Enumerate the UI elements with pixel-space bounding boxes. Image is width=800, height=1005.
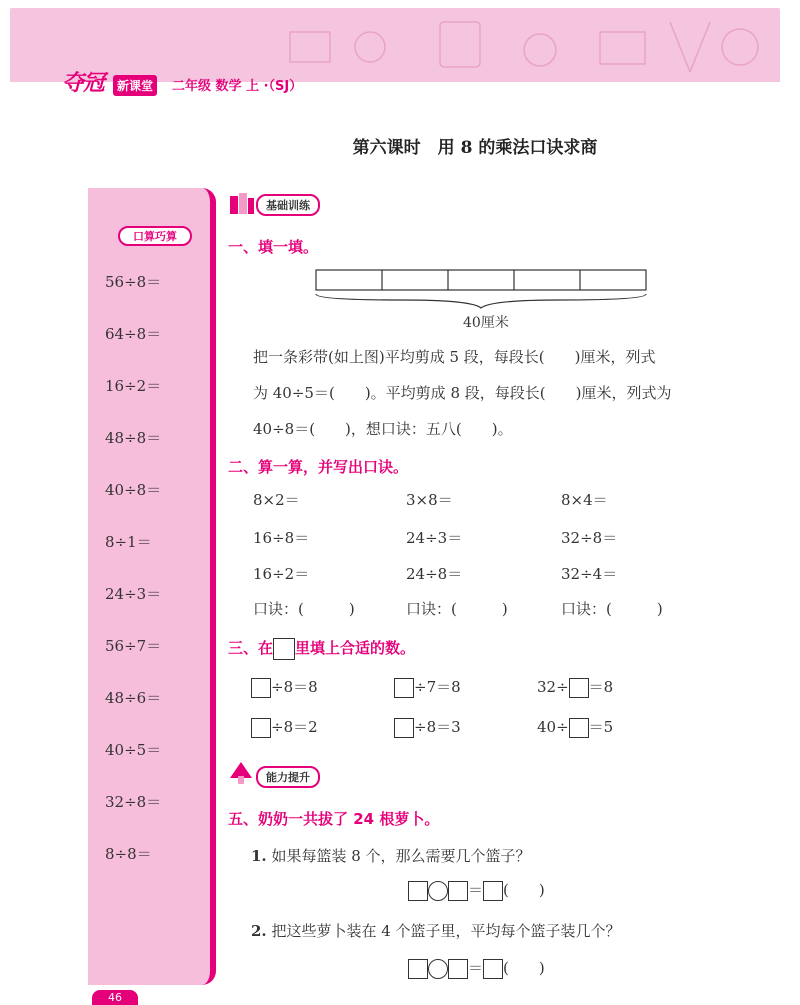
sidebar-problem: 8÷1＝ — [105, 533, 152, 551]
q3-equation — [537, 716, 613, 738]
sidebar-problem: 48÷8＝ — [105, 429, 162, 447]
q3-equation-text: ÷7＝8 — [414, 678, 461, 696]
answer-box[interactable] — [394, 718, 414, 738]
q2-item: 32÷4＝ — [561, 565, 618, 583]
answer-box[interactable] — [569, 678, 589, 698]
answer-box[interactable] — [448, 959, 468, 979]
q2-mnemonic: 口诀：( ) — [561, 600, 663, 618]
sidebar-problem: 24÷3＝ — [105, 585, 162, 603]
q2-mnemonic: 口诀：( ) — [406, 600, 508, 618]
answer-box[interactable] — [273, 638, 295, 660]
q1-line: 把一条彩带(如上图)平均剪成 5 段，每段长( )厘米，列式 — [253, 348, 656, 366]
q1-line: 40÷8＝( )，想口诀：五八( )。 — [253, 420, 513, 438]
operator-circle[interactable] — [428, 959, 448, 979]
q3-equation-text: ＝5 — [588, 718, 614, 736]
ribbon-length-label: 40厘米 — [463, 315, 509, 331]
sidebar-tag: 口算巧算 — [118, 226, 192, 246]
page-title: 第六课时 用 8 的乘法口诀求商 — [352, 138, 598, 158]
q2-item: 16÷8＝ — [253, 529, 310, 547]
answer-box[interactable] — [483, 881, 503, 901]
q3-equation-text: ÷8＝8 — [271, 678, 318, 696]
q3-equation — [394, 676, 461, 698]
q2-item: 8×2＝ — [253, 491, 300, 509]
equals-sign: ＝ — [468, 959, 484, 977]
sidebar-problem: 56÷8＝ — [105, 273, 162, 291]
q1-heading: 一、填一填。 — [228, 238, 319, 256]
operator-circle[interactable] — [428, 881, 448, 901]
q3-heading-post: 里填上合适的数。 — [295, 639, 416, 657]
answer-box[interactable] — [448, 881, 468, 901]
books-icon — [228, 190, 256, 216]
q3-heading-pre: 三、在 — [228, 639, 274, 657]
q2-item: 8×4＝ — [561, 491, 608, 509]
q3-equation — [251, 676, 318, 698]
q5-sub2 — [251, 920, 621, 941]
q5-sub1-equation — [408, 879, 545, 901]
q5-sub2-text: 把这些萝卜装在 4 个篮子里，平均每个篮子装几个？ — [271, 922, 621, 940]
q2-item: 32÷8＝ — [561, 529, 618, 547]
q2-mnemonic: 口诀：( ) — [253, 600, 355, 618]
grade-subject: 二年级 数学 上 ·（SJ） — [172, 79, 303, 94]
answer-box[interactable] — [251, 718, 271, 738]
header-decoration-icons — [280, 12, 760, 82]
q3-equation-text: 32÷ — [537, 678, 569, 696]
q3-equation-text: 40÷ — [537, 718, 569, 736]
page-number: 46 — [92, 990, 138, 1005]
answer-box[interactable] — [394, 678, 414, 698]
equals-sign: ＝ — [468, 881, 484, 899]
q3-equation — [251, 716, 318, 738]
q2-item: 24÷3＝ — [406, 529, 463, 547]
q2-item: 24÷8＝ — [406, 565, 463, 583]
answer-box[interactable] — [569, 718, 589, 738]
section-tag-basic: 基础训练 — [256, 194, 320, 216]
q5-heading: 五、奶奶一共拔了 24 根萝卜。 — [228, 810, 440, 828]
q5-sub2-equation — [408, 957, 545, 979]
sidebar-problem: 32÷8＝ — [105, 793, 162, 811]
q3-equation — [537, 676, 613, 698]
sidebar-problem: 64÷8＝ — [105, 325, 162, 343]
q1-line: 为 40÷5＝( )。平均剪成 8 段，每段长( )厘米，列式为 — [253, 384, 672, 402]
q3-equation-text: ＝8 — [588, 678, 614, 696]
ability-icon — [226, 758, 256, 786]
section-tag-ability: 能力提升 — [256, 766, 320, 788]
sidebar-problem: 16÷2＝ — [105, 377, 162, 395]
answer-box[interactable] — [483, 959, 503, 979]
q5-sub2-number: 2. — [251, 922, 267, 940]
q2-item: 16÷2＝ — [253, 565, 310, 583]
q3-equation-text: ÷8＝3 — [414, 718, 461, 736]
q2-item: 3×8＝ — [406, 491, 453, 509]
q5-sub1-text: 如果每篮装 8 个，那么需要几个篮子？ — [271, 847, 531, 865]
sidebar-problem: 40÷5＝ — [105, 741, 162, 759]
ribbon-diagram — [312, 268, 652, 314]
q3-heading — [228, 637, 415, 660]
q3-equation-text: ÷8＝2 — [271, 718, 318, 736]
answer-box[interactable] — [408, 959, 428, 979]
answer-box[interactable] — [408, 881, 428, 901]
q2-heading: 二、算一算，并写出口诀。 — [228, 458, 409, 476]
sidebar-problem: 56÷7＝ — [105, 637, 162, 655]
unit-blank: ( ) — [503, 881, 545, 899]
brand-badge: 新课堂 — [113, 75, 157, 96]
brand-logo: 夺冠 — [62, 71, 105, 96]
unit-blank: ( ) — [503, 959, 545, 977]
q5-sub1 — [251, 845, 531, 866]
sidebar-problem: 8÷8＝ — [105, 845, 152, 863]
answer-box[interactable] — [251, 678, 271, 698]
q3-equation — [394, 716, 461, 738]
q5-sub1-number: 1. — [251, 847, 267, 865]
sidebar-problem: 48÷6＝ — [105, 689, 162, 707]
sidebar-problem: 40÷8＝ — [105, 481, 162, 499]
